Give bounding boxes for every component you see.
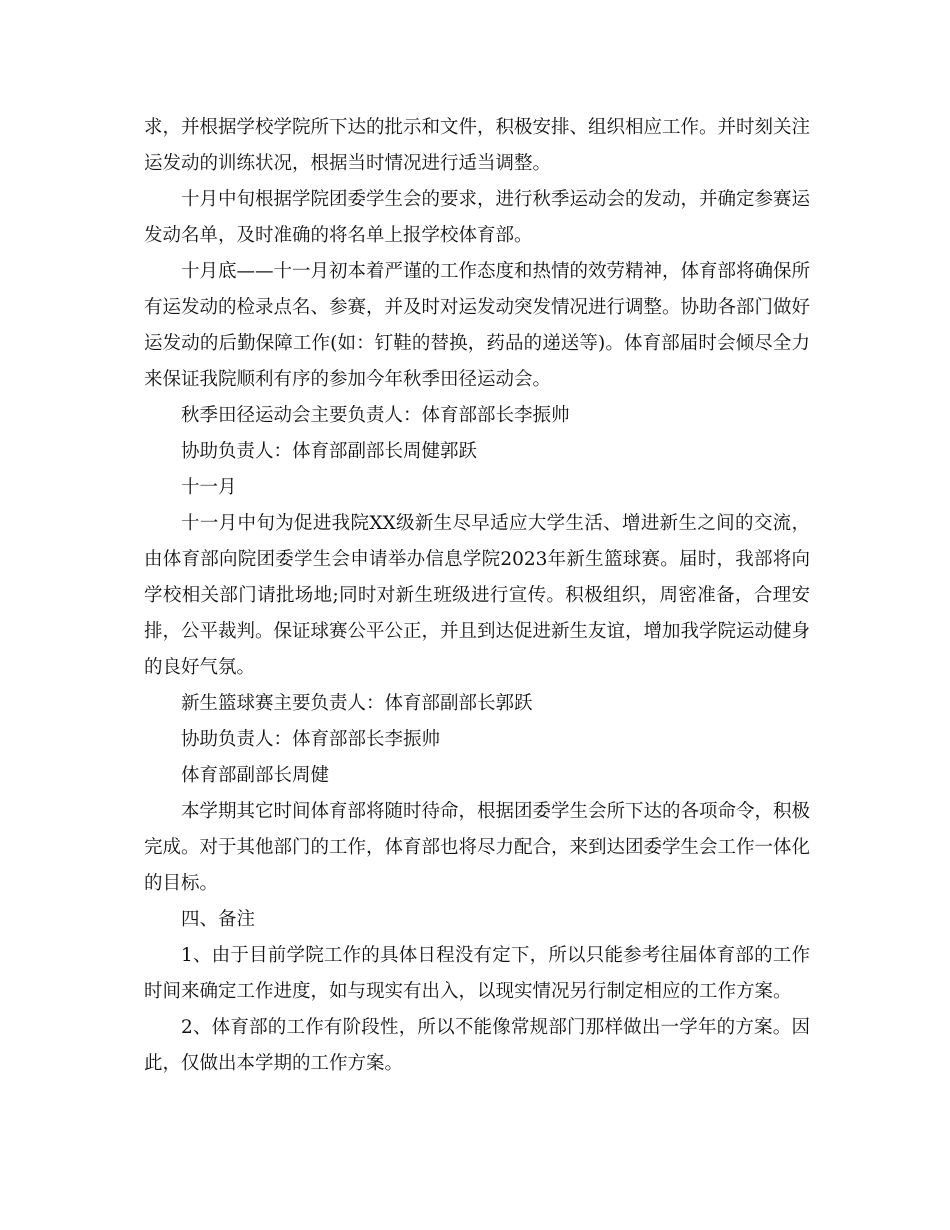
document-body [144,110,810,1082]
paragraph-remarks-heading: 四、备注 [181,909,256,930]
paragraph-other-time: 本学期其它时间体育部将随时待命，根据团委学生会所下达的各项命令，积极完成。对于其他部门的工作，体育部也将尽力配合，来到达团委学生会工作一体化的目标。 [144,801,811,894]
paragraph-november-heading: 十一月 [181,477,237,498]
paragraph-track-meet-lead: 秋季田径运动会主要负责人：体育部部长李振帅 [181,405,570,426]
paragraph-november-mid: 十一月中旬为促进我院XX级新生尽早适应大学生活、增进新生之间的交流，由体育部向院团委学生会申请举办信息学院2023年新生篮球赛。届时，我部将向学校相关部门请批场地;同时对新生班级进行宣传。积极组织，周密准备，合理安排，公平裁判。保证球赛公平公正，并且到达促进新生友谊，增加我学院运动健身的良好气氛。 [144,513,811,678]
paragraph-track-meet-assist: 协助负责人：体育部副部长周健郭跃 [181,441,478,462]
paragraph-remark-2: 2、体育部的工作有阶段性，所以不能像常规部门那样做出一学年的方案。因此，仅做出本学期的工作方案。 [144,1017,810,1074]
paragraph-continuation: 求，并根据学校学院所下达的批示和文件，积极安排、组织相应工作。并时刻关注运发动的训练状况，根据当时情况进行适当调整。 [144,117,811,174]
paragraph-vice-minister: 体育部副部长周健 [181,765,330,786]
paragraph-basketball-assist: 协助负责人：体育部部长李振帅 [181,729,441,750]
paragraph-october-end: 十月底——十一月初本着严谨的工作态度和热情的效劳精神，体育部将确保所有运发动的检录点名、参赛，并及时对运发动突发情况进行调整。协助各部门做好运发动的后勤保障工作(如：钉鞋的替换，药品的递送等)。体育部届时会倾尽全力来保证我院顺利有序的参加今年秋季田径运动会。 [144,261,811,390]
paragraph-basketball-lead: 新生篮球赛主要负责人：体育部副部长郭跃 [181,693,533,714]
paragraph-october-mid: 十月中旬根据学院团委学生会的要求，进行秋季运动会的发动，并确定参赛运发动名单，及时准确的将名单上报学校体育部。 [144,189,811,246]
paragraph-remark-1: 1、由于目前学院工作的具体日程没有定下，所以只能参考往届体育部的工作时间来确定工作进度，如与现实有出入，以现实情况另行制定相应的工作方案。 [144,945,810,1002]
